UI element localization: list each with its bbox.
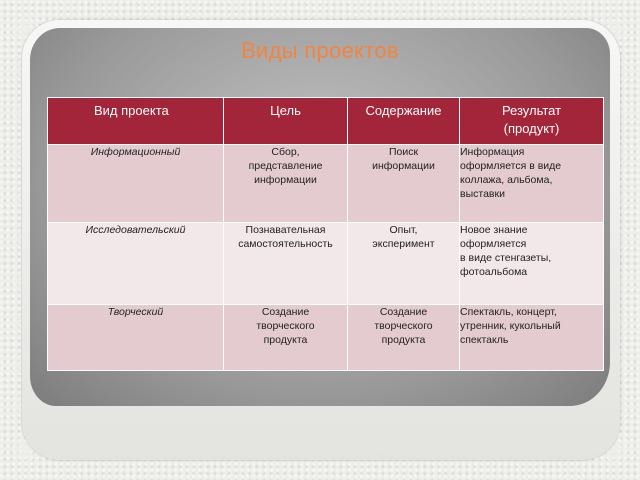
row-content: Опыт, эксперимент [348,223,460,305]
row-result: Новое знание оформляется в виде стенгазеты, фотоальбома [460,223,604,305]
header-result: Результат (продукт) [460,98,604,145]
row-result: Спектакль, концерт, утренник, кукольный спектакль [460,305,604,371]
table-row [48,223,604,305]
row-goal: Познавательная самостоятельность [224,223,348,305]
row-content: Поиск информации [348,145,460,223]
page-title: Виды проектов [241,38,399,63]
row-goal: Сбор, представление информации [224,145,348,223]
header-content: Содержание [348,98,460,145]
row-goal: Создание творческого продукта [224,305,348,371]
row-project-type: Информационный [48,145,224,223]
projects-table [47,97,604,371]
row-content: Создание творческого продукта [348,305,460,371]
row-project-type: Исследовательский [48,223,224,305]
table-header-row [48,98,604,145]
header-project-type: Вид проекта [48,98,224,145]
row-result: Информация оформляется в виде коллажа, альбома, выставки [460,145,604,223]
table-row [48,145,604,223]
table-row [48,305,604,371]
header-goal: Цель [224,98,348,145]
row-project-type: Творческий [48,305,224,371]
